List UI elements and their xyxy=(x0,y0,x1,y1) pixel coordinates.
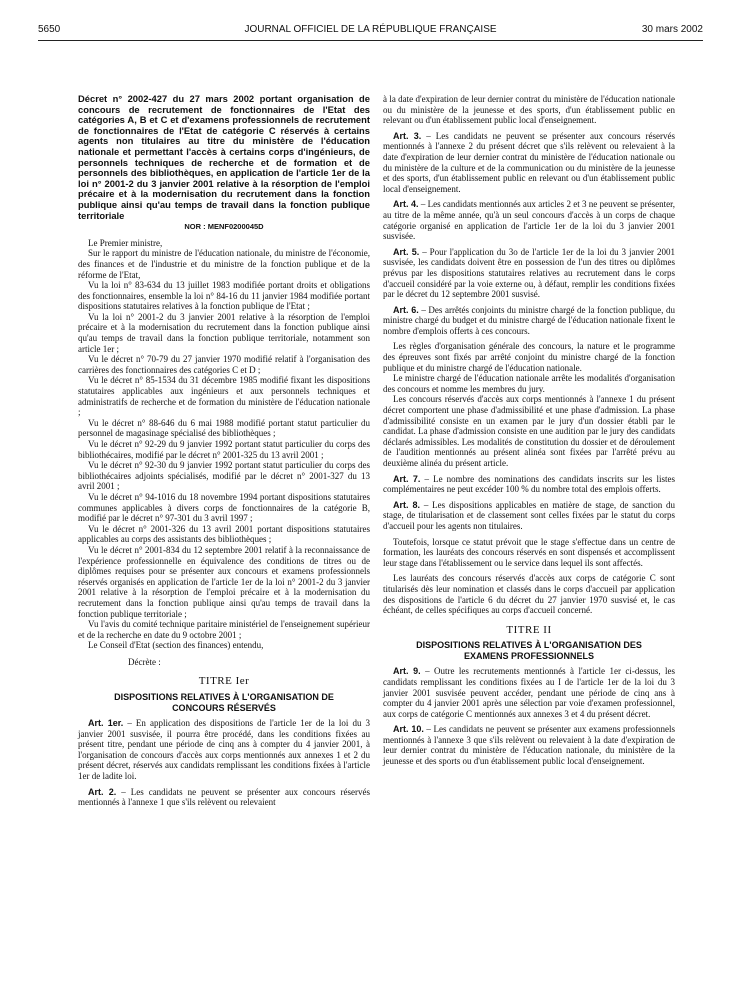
visa-paragraph: Vu le décret n° 92-30 du 9 janvier 1992 portant statut particulier du corps des bibliothécaires adjoints spécialisés, modifié par le décret n° 2001-327 du 13 avril 2001 ; xyxy=(78,460,370,492)
article-5 xyxy=(383,247,675,300)
article-6-text: – Des arrêtés conjoints du ministre chargé de la fonction publique, du ministre chargé du budget et du ministre chargé de l'éducation nationale fixent le nombre d'emplois offerts à ces concours. xyxy=(383,304,675,336)
titre-2-heading: TITRE II xyxy=(506,623,552,636)
article-6-label: Art. 6. xyxy=(393,304,419,315)
article-8 xyxy=(383,500,675,532)
article-9 xyxy=(383,666,675,719)
visa-paragraph: Vu le décret n° 94-1016 du 18 novembre 1994 portant dispositions statutaires communes applicables à divers corps de fonctionnaires de la catégorie B, modifié par le décret n° 97-301 du 3 avril 1997 ; xyxy=(78,491,370,524)
left-column xyxy=(78,94,370,808)
article-3-label: Art. 3. xyxy=(393,130,422,141)
article-4 xyxy=(383,199,675,241)
article-7-label: Art. 7. xyxy=(393,473,421,484)
visa-paragraph: Vu le décret n° 70-79 du 27 janvier 1970 modifié relatif à l'organisation des carrières des fonctionnaires des catégories C et D ; xyxy=(78,354,370,375)
article-2 xyxy=(78,787,370,808)
article-8-paragraph: Les lauréats des concours réservés d'accès aux corps de catégorie C sont titularisés dès leur nomination et classés dans le corps d'accueil par application des dispositions de l'article 6 du décret du 27 janvier 1970 susvisé et, le cas échéant, de celles spécifiques au corps d'accueil concerné. xyxy=(383,573,675,616)
page-number: 5650 xyxy=(38,24,61,35)
visa-paragraph: Vu le décret n° 92-29 du 9 janvier 1992 portant statut particulier du corps des bibliothécaires, modifié par le décret n° 2001-325 du 13 avril 2001 ; xyxy=(78,439,370,460)
article-8-label: Art. 8. xyxy=(393,499,421,510)
article-2-text: – Les candidats ne peuvent se présenter aux concours réservés mentionnés à l'annexe 1 que s'ils relèvent ou relevaient xyxy=(78,786,370,808)
visa-paragraph: Vu le décret n° 85-1534 du 31 décembre 1985 modifié fixant les dispositions statutaires applicables aux ingénieurs et aux personnels techniques et administratifs de recherche et de formation du ministère de l'éducation nationale ; xyxy=(78,375,370,418)
article-9-text: – Outre les recrutements mentionnés à l'article 1er ci-dessus, les candidats remplissant les conditions fixées au I de l'article 1er de la loi du 3 janvier 2001 susvisée peuvent accéder, pendant une période de cinq ans à compter du 4 janvier 2001 après une sélection par voie d'examen professionnel, aux corps de catégorie C mentionnés aux annexes 3 et 4 du présent décret. xyxy=(383,666,675,719)
visa-paragraph: Le Conseil d'Etat (section des finances) entendu, xyxy=(88,640,264,651)
article-9-label: Art. 9. xyxy=(393,666,421,677)
article-10 xyxy=(383,724,675,766)
article-1 xyxy=(78,718,370,782)
decrete-line: Décrète : xyxy=(128,656,161,667)
article-5-label: Art. 5. xyxy=(393,246,420,257)
decree-title: Décret n° 2002-427 du 27 mars 2002 portant organisation de concours de recrutement de fonctionnaires de l'Etat des catégories A, B et C et d'examens professionnels de recrutement de fonctionnaires de l'Etat de catégorie C réservés à certains agents non titulaires au titre du ministère de l'éducation nationale et permettant l'accès à certains corps d'ingénieurs, de personnels techniques de recherche et de formation et de personnels des bibliothèques, en application de l'article 1er de la loi n° 2001-2 du 3 janvier 2001 relative à la résorption de l'emploi précaire et à la modernisation du recrutement dans la fonction publique ainsi qu'au temps de travail dans la fonction publique territoriale xyxy=(78,93,370,221)
article-10-text: – Les candidats ne peuvent se présenter aux examens professionnels mentionnés à l'annexe 3 que s'ils relèvent ou relevaient à la date d'expiration de leur dernier contrat du ministère de l'éducation nationale, du ministère de la jeunesse et des sports ou d'un établissement public local d'enseignement. xyxy=(383,724,675,767)
article-6-paragraph: Le ministre chargé de l'éducation nationale arrête les modalités d'organisation des concours et nomme les membres du jury. xyxy=(383,373,675,394)
article-6-paragraph: Les concours réservés d'accès aux corps mentionnés à l'annexe 1 du présent décret comportent une phase d'admissibilité et une phase d'admission. La phase d'admissibilité consiste en un examen par le jury d'un dossier établi par le candidat. La phase d'admission consiste en une audition par le jury des candidats déclarés admissibles. Les modalités de constitution du dossier et de déroulement de l'audition mentionnés au présent alinéa sont fixées par l'arrêté prévu au deuxième alinéa du présent article. xyxy=(383,394,675,468)
article-7 xyxy=(383,474,675,495)
article-2-label: Art. 2. xyxy=(88,786,117,797)
article-7-text: – Le nombre des nominations des candidats inscrits sur les listes complémentaires ne peut excéder 100 % du nombre total des emplois offerts. xyxy=(383,473,675,495)
journal-title: JOURNAL OFFICIEL DE LA RÉPUBLIQUE FRANÇAISE xyxy=(244,24,497,35)
article-8-text: – Les dispositions applicables en matière de stage, de sanction du stage, de titularisation et de classement sont celles fixées par le statut du corps d'accueil pour les agents non titulaires. xyxy=(383,499,676,531)
visa-paragraph: Vu l'avis du comité technique paritaire ministériel de l'enseignement supérieur et de la recherche en date du 9 octobre 2001 ; xyxy=(78,619,370,640)
right-column xyxy=(383,94,675,767)
article-4-text: – Les candidats mentionnés aux articles 2 et 3 ne peuvent se présenter, au titre de la même année, qu'à un seul concours d'accès à un corps de chaque catégorie organisé en application de l'article 1er de la loi du 3 janvier 2001 susvisée. xyxy=(383,199,675,242)
article-10-label: Art. 10. xyxy=(393,724,424,735)
article-2-continuation: à la date d'expiration de leur dernier contrat du ministère de l'éducation nationale ou du ministère de la jeunesse et des sports, d'un établissement public en relevant ou d'un établissement public local d'enseignement. xyxy=(383,94,675,126)
header-rule xyxy=(38,40,703,41)
visa-paragraph: Vu le décret n° 2001-326 du 13 avril 2001 portant dispositions statutaires applicables au corps des assistants des bibliothèques ; xyxy=(78,523,370,545)
article-3-text: – Les candidats ne peuvent se présenter aux concours réservés mentionnés à l'annexe 2 du présent décret que s'ils relèvent ou relevaient à la date d'expiration de leur dernier contrat du ministère de l'éducation nationale ou du ministère de la culture et de la communication ou du ministère de la jeunesse et des sports, d'un établissement public en relevant ou d'un établissement public local d'enseignement. xyxy=(383,130,675,194)
article-5-text: – Pour l'application du 3o de l'article 1er de la loi du 3 janvier 2001 susvisée, les candidats doivent être en possession de l'un des titres ou diplômes prévus par les dispositions statutaires relatives au recrutement dans le corps d'accueil considéré par la voie externe ou, à défaut, remplir les conditions fixées par le décret du 12 septembre 2001 susvisé. xyxy=(383,246,675,300)
page-header xyxy=(38,24,703,38)
article-6-paragraph: Les règles d'organisation générale des concours, la nature et le programme des épreuves sont fixés par arrêté conjoint du ministre chargé de la fonction publique et du ministre chargé de l'éducation nationale. xyxy=(383,341,675,373)
visa-paragraph: Vu la loi n° 2001-2 du 3 janvier 2001 relative à la résorption de l'emploi précaire et à la modernisation du recrutement dans la fonction publique ainsi qu'au temps de travail dans la fonction publique territoriale, notamment son article 1er ; xyxy=(78,311,370,354)
article-4-label: Art. 4. xyxy=(393,199,419,210)
article-3 xyxy=(383,131,675,195)
visa-paragraph: Vu la loi n° 83-634 du 13 juillet 1983 modifiée portant droits et obligations des fonctionnaires, ensemble la loi n° 84-16 du 11 janvier 1984 modifiée portant dispositions statutaires relatives à la fonction publique de l'Etat ; xyxy=(78,280,370,312)
issue-date: 30 mars 2002 xyxy=(641,24,703,35)
article-6 xyxy=(383,305,675,337)
visa-paragraph: Vu le décret n° 88-646 du 6 mai 1988 modifié portant statut particulier du personnel de magasinage spécialisé des bibliothèques ; xyxy=(78,417,370,439)
article-1-text: – En application des dispositions de l'article 1er de la loi du 3 janvier 2001 susvisée, il pourra être procédé, dans les conditions fixées au présent titre, pendant une période de cinq ans à compter du 4 janvier 2001, à l'organisation de concours d'accès aux corps mentionnés aux annexes 1 et 2 du présent décret, réservés aux candidats remplissant les conditions fixées à l'article 1er de ladite loi. xyxy=(78,718,370,782)
premier-ministre: Le Premier ministre, xyxy=(88,237,163,248)
article-1-label: Art. 1er. xyxy=(88,718,124,729)
titre-1-subheading: DISPOSITIONS RELATIVES À L'ORGANISATION DE CONCOURS RÉSERVÉS xyxy=(114,692,334,713)
article-8-paragraph: Toutefois, lorsque ce statut prévoit que le stage s'effectue dans un centre de formation, les lauréats des concours réservés en sont dispensés et accomplissent leur stage dans l'établissement ou le service dans lequel ils sont affectés. xyxy=(383,536,675,568)
nor-reference: NOR : MENF0200045D xyxy=(184,222,264,232)
visa-paragraph: Sur le rapport du ministre de l'éducation nationale, du ministre de l'économie, des finances et de l'industrie et du ministre de la fonction publique et de la réforme de l'Etat, xyxy=(78,248,370,280)
titre-1-heading: TITRE Ier xyxy=(198,675,250,688)
visa-paragraph: Vu le décret n° 2001-834 du 12 septembre 2001 relatif à la reconnaissance de l'expérience professionnelle en équivalence des conditions de titres ou de diplômes requises pour se présenter aux concours et examens professionnels réservés organisés en application de l'article 1er de la loi n° 2001-2 du 3 janvier 2001 relative à la résorption de l'emploi précaire et à la modernisation du recrutement dans la fonction publique ainsi qu'au temps de travail dans la fonction publique territoriale ; xyxy=(78,544,370,619)
titre-2-subheading: DISPOSITIONS RELATIVES À L'ORGANISATION DES EXAMENS PROFESSIONNELS xyxy=(416,640,642,661)
